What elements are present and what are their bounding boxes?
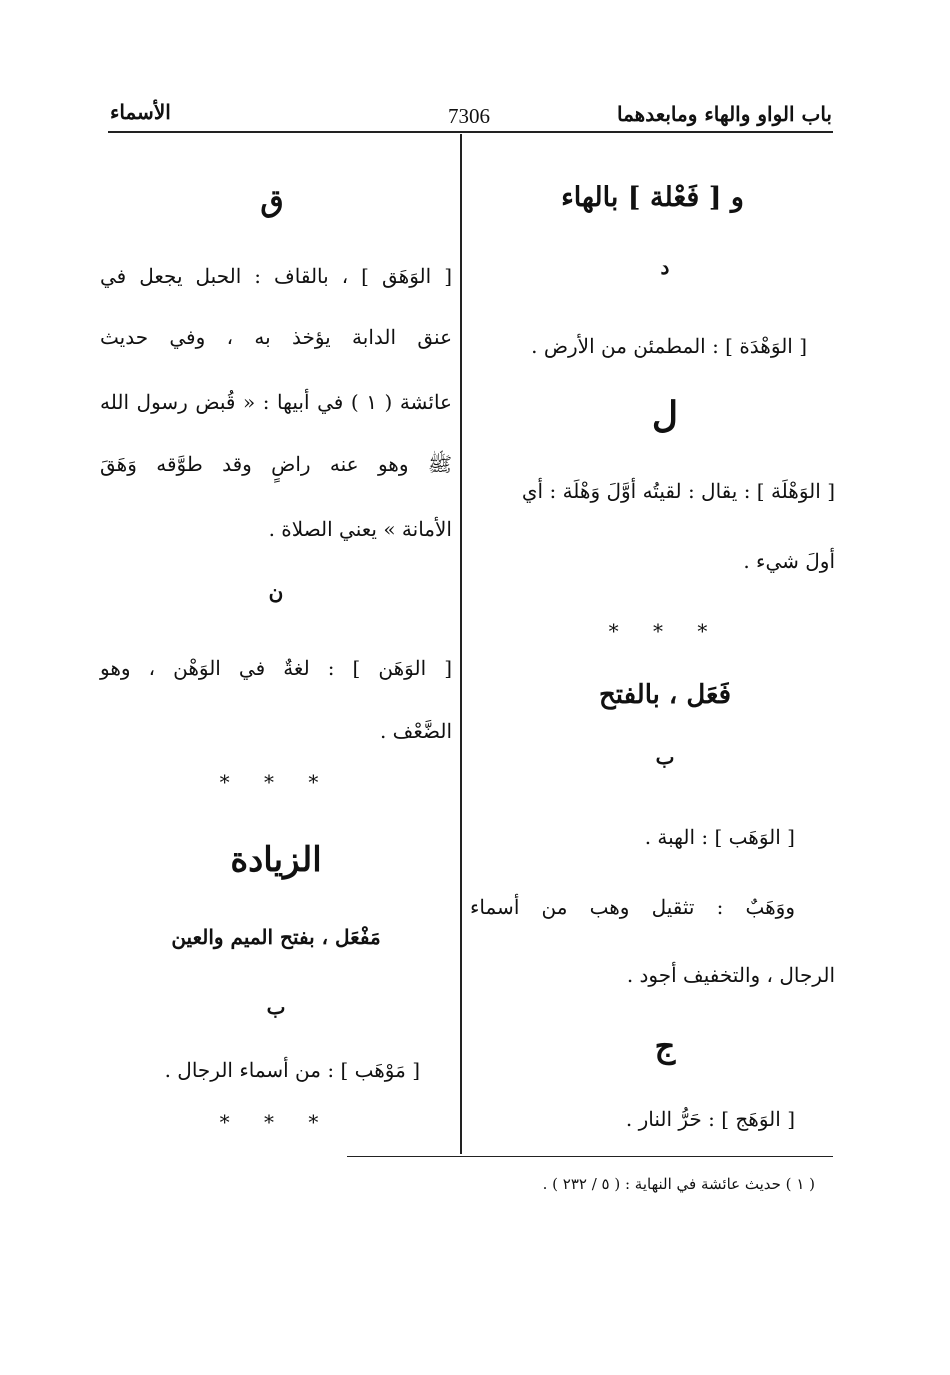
entry-wahaj: [ الوَهَج ] : حَرُّ النار . (625, 1107, 795, 1131)
section-heading: و [ فَعْلة ] بالهاء (561, 182, 744, 213)
entry-wahan-line1: [ الوَهَن ] : لغةٌ في الوَهْن ، وهو (100, 656, 452, 680)
entry-wahaq-line4: ﷺ وهو عنه راضٍ وقد طوَّقه وَهَقَ (100, 452, 452, 476)
entry-wahaq-line1: [ الوَهَق ] ، بالقاف : الحبل يجعل في (100, 264, 452, 288)
letter-heading-dal: د (660, 255, 670, 279)
running-head-left: الأسماء (110, 100, 171, 124)
entry-wahaq-line5: الأمانة » يعني الصلاة . (268, 517, 452, 541)
entry-wahla-line2: أولَ شيء . (743, 549, 835, 573)
entry-mawhab: [ مَوْهَب ] : من أسماء الرجال . (164, 1058, 420, 1082)
entry-wahda: [ الوَهْدَة ] : المطمئن من الأرض . (531, 334, 807, 358)
column-divider (460, 134, 462, 1154)
entry-wahan-line2: الضَّعْف . (379, 719, 452, 743)
separator-stars: * * * (219, 770, 333, 794)
section-heading-ziyada: الزيادة (230, 840, 322, 880)
separator-stars: * * * (608, 619, 722, 643)
subheading-faal: فَعَل ، بالفتح (598, 680, 732, 710)
subheading-mafal: مَفْعَل ، بفتح الميم والعين (171, 925, 381, 949)
letter-heading-nun: ن (268, 580, 284, 604)
entry-wahaq-line3: عائشة ( ١ ) في أبيها : « قُبض رسول الله (100, 390, 452, 414)
letter-heading-lam: ل (651, 394, 679, 436)
right-column (470, 0, 835, 1160)
letter-heading-jim: ج (654, 1027, 676, 1065)
running-head-right: باب الواو والهاء ومابعدهما (617, 102, 832, 126)
entry-wahla-line1: [ الوَهْلَة ] : يقال : لقيتُه أوَّلَ وَهْلَة : أي (521, 479, 835, 503)
footnote-rule (347, 1156, 833, 1157)
entry-wahab-name-line1: ووَهَبٌ : تثقيل وهب من أسماء (470, 895, 795, 919)
footnote: ( ١ ) حديث عائشة في النهاية : ( ٥ / ٢٣٢ ) . (542, 1175, 815, 1193)
letter-heading-ba: ب (266, 995, 286, 1019)
separator-stars: * * * (219, 1110, 333, 1134)
left-column (100, 0, 452, 1160)
entry-wahaq-line2: عنق الدابة يؤخذ به ، وفي حديث (100, 325, 452, 349)
letter-heading-qaf: ق (260, 184, 284, 219)
page-number: 7306 (448, 104, 490, 128)
entry-wahab-name-line2: الرجال ، والتخفيف أجود . (626, 963, 835, 987)
letter-heading-ba: ب (655, 745, 675, 769)
entry-wahab: [ الوَهَب ] : الهبة . (644, 825, 795, 849)
